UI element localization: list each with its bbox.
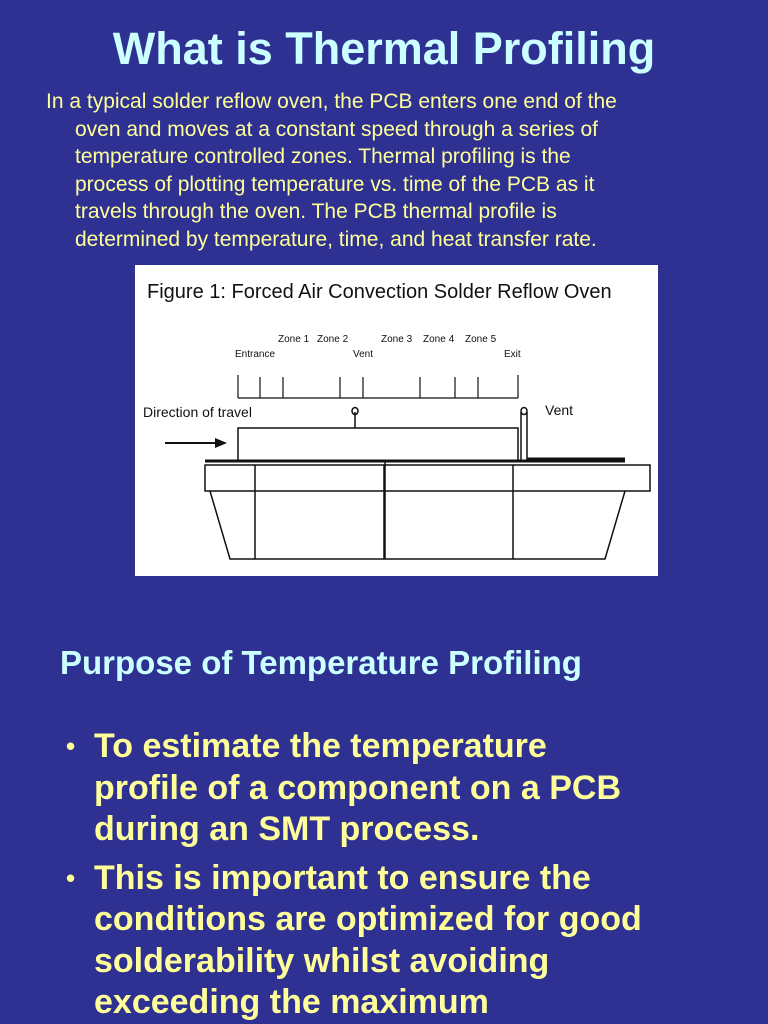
vent-label-side: Vent <box>545 402 574 418</box>
bullet-2-line-1: This is important to ensure the <box>94 858 591 897</box>
bullet-1-line-3: during an SMT process. <box>94 810 480 848</box>
zone-label-4: Zone 4 <box>423 334 455 345</box>
bullet-dot-icon: • <box>66 731 76 761</box>
bullet-item-2 <box>60 858 760 1024</box>
bullet-2-line-2: conditions are optimized for good <box>94 900 642 938</box>
intro-line-1: In a typical solder reflow oven, the PCB enters one end of the <box>46 90 617 113</box>
intro-line-3: temperature controlled zones. Thermal profiling is the <box>75 145 571 168</box>
oven-body <box>205 408 650 560</box>
bullet-2-line-4: exceeding the maximum <box>94 983 489 1021</box>
zone-ruler <box>238 375 518 398</box>
bullet-1-line-2: profile of a component on a PCB <box>94 768 622 807</box>
entrance-label: Entrance <box>235 349 276 360</box>
reflow-oven-figure <box>135 265 658 576</box>
section-subtitle: Purpose of Temperature Profiling <box>60 644 582 681</box>
vent-label-top: Vent <box>353 349 374 360</box>
bullet-item-1 <box>60 726 760 851</box>
intro-line-6: determined by temperature, time, and heat transfer rate. <box>75 227 597 251</box>
zone-label-3: Zone 3 <box>381 334 413 345</box>
bullet-dot-icon: • <box>66 862 76 893</box>
direction-label: Direction of travel <box>143 404 252 420</box>
slide-title: What is Thermal Profiling <box>112 23 656 74</box>
intro-line-2: oven and moves at a constant speed through a series of <box>75 117 599 141</box>
intro-paragraph <box>46 88 766 253</box>
exit-label: Exit <box>504 349 521 360</box>
bullet-2-line-3: solderability whilst avoiding <box>94 941 550 980</box>
zone-label-5: Zone 5 <box>465 334 497 345</box>
intro-line-4: process of plotting temperature vs. time of the PCB as it <box>75 172 595 196</box>
zone-label-1: Zone 1 <box>278 334 310 345</box>
intro-line-5: travels through the oven. The PCB thermal profile is <box>75 200 557 223</box>
figure-caption: Figure 1: Forced Air Convection Solder Reflow Oven <box>147 281 612 303</box>
reflow-oven-diagram <box>135 265 658 576</box>
zone-label-2: Zone 2 <box>317 334 349 345</box>
bullet-list <box>60 726 760 1024</box>
direction-arrow-icon <box>165 438 227 448</box>
bullet-1-line-1: To estimate the temperature <box>94 727 547 765</box>
